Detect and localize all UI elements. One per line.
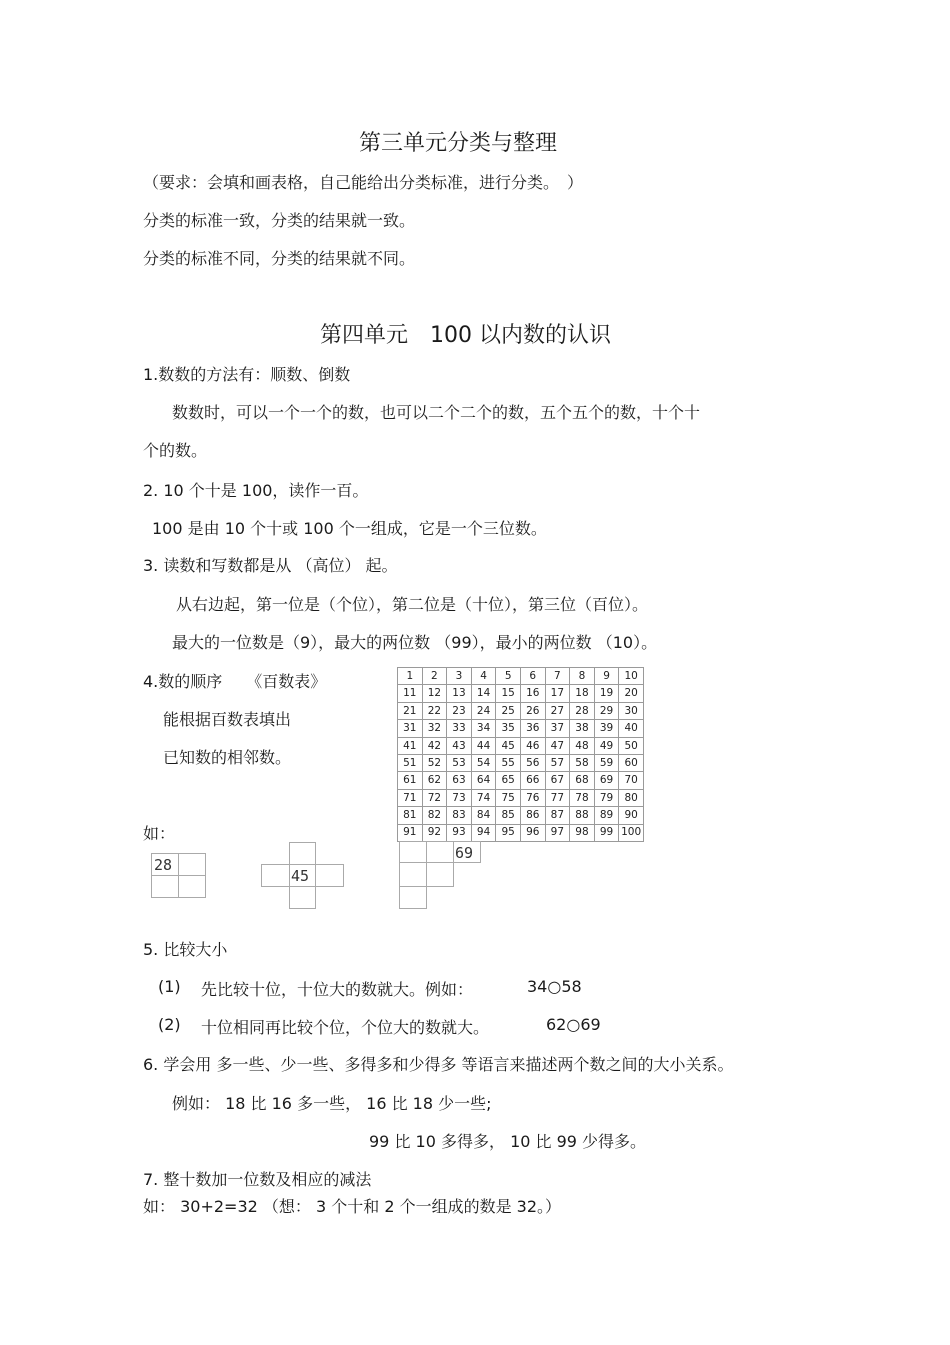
hundred-chart-cell: 25 [496,702,521,719]
hundred-chart-cell: 47 [545,737,570,754]
hundred-chart-cell: 76 [520,789,545,806]
hundred-chart-cell: 67 [545,772,570,789]
hundred-chart-cell: 100 [619,824,644,841]
unit4-title: 第四单元 100 以内数的认识 [320,323,611,348]
hundred-chart-cell: 27 [545,702,570,719]
s5-item2-number: (2) [158,1015,181,1034]
fig3-cell [399,841,427,863]
hundred-chart-cell: 61 [398,772,423,789]
fig1-cell [178,875,206,898]
hundred-chart-cell: 70 [619,772,644,789]
hundred-chart-cell: 89 [594,807,619,824]
hundred-chart-cell: 10 [619,668,644,685]
hundred-chart-cell: 78 [570,789,595,806]
hundred-chart-cell: 49 [594,737,619,754]
hundred-chart-cell: 23 [447,702,472,719]
hundred-chart-cell: 19 [594,685,619,702]
hundred-chart-cell: 44 [471,737,496,754]
s1-heading: 1.数数的方法有：顺数、倒数 [143,365,351,384]
s3-body1: 从右边起，第一位是（个位），第二位是（十位），第三位（百位）。 [176,595,649,614]
hundred-chart-cell: 81 [398,807,423,824]
hundred-chart-cell: 5 [496,668,521,685]
hundred-chart-cell: 42 [422,737,447,754]
hundred-chart-cell: 16 [520,685,545,702]
s5-heading: 5. 比较大小 [143,940,228,959]
hundred-chart-cell: 75 [496,789,521,806]
hundred-chart-row [398,807,644,824]
hundred-chart-cell: 71 [398,789,423,806]
unit3-requirement: （要求：会填和画表格，自己能给出分类标准，进行分类。 ） [143,173,584,192]
hundred-chart-row [398,720,644,737]
hundred-chart-cell: 96 [520,824,545,841]
hundred-chart-cell: 2 [422,668,447,685]
fig2-number: 45 [291,867,310,885]
hundred-chart-cell: 94 [471,824,496,841]
fig3-cell [426,862,454,887]
hundred-chart-cell: 50 [619,737,644,754]
s6-example2: 99 比 10 多得多， 10 比 99 少得多。 [369,1132,647,1151]
s5-item2-example: 62○69 [546,1015,601,1034]
hundred-chart-cell: 17 [545,685,570,702]
hundred-chart-row [398,824,644,841]
hundred-chart-cell: 33 [447,720,472,737]
hundred-chart-cell: 79 [594,789,619,806]
hundred-chart-row [398,702,644,719]
hundred-chart-cell: 43 [447,737,472,754]
hundred-chart-cell: 90 [619,807,644,824]
s4-example-label: 如： [143,824,176,843]
s7-heading: 7. 整十数加一位数及相应的减法 [143,1170,372,1189]
hundred-chart-row [398,772,644,789]
hundred-chart-cell: 31 [398,720,423,737]
hundred-chart-cell: 14 [471,685,496,702]
hundred-chart-cell: 1 [398,668,423,685]
fig3-cell [399,886,427,909]
hundred-chart-cell: 54 [471,754,496,771]
hundred-chart-cell: 11 [398,685,423,702]
hundred-chart-cell: 15 [496,685,521,702]
hundred-chart-cell: 91 [398,824,423,841]
s4-body2: 已知数的相邻数。 [163,748,292,767]
hundred-chart-cell: 6 [520,668,545,685]
hundred-chart-row [398,668,644,685]
s3-body2: 最大的一位数是（9），最大的两位数 （99），最小的两位数 （10）。 [172,633,658,652]
hundred-chart-cell: 8 [570,668,595,685]
s7-example: 如： 30+2=32 （想： 3 个十和 2 个一组成的数是 32。） [143,1197,562,1216]
hundred-chart-row [398,685,644,702]
hundred-chart-cell: 46 [520,737,545,754]
hundred-chart-cell: 28 [570,702,595,719]
hundred-chart-cell: 26 [520,702,545,719]
hundred-chart-cell: 37 [545,720,570,737]
hundred-chart-cell: 66 [520,772,545,789]
hundred-chart-cell: 87 [545,807,570,824]
hundred-chart-cell: 35 [496,720,521,737]
hundred-chart-cell: 98 [570,824,595,841]
hundred-chart-cell: 53 [447,754,472,771]
hundred-chart-cell: 34 [471,720,496,737]
hundred-chart-cell: 55 [496,754,521,771]
s5-item1-number: (1) [158,977,181,996]
hundred-chart-cell: 85 [496,807,521,824]
hundred-chart-cell: 63 [447,772,472,789]
hundred-chart-cell: 62 [422,772,447,789]
hundred-chart-row [398,754,644,771]
s1-body-a: 数数时，可以一个一个的数，也可以二个二个的数，五个五个的数，十个十 [172,403,701,422]
fig1-cell [151,875,179,898]
hundred-chart-cell: 97 [545,824,570,841]
hundred-chart-cell: 60 [619,754,644,771]
unit3-line2: 分类的标准不同，分类的结果就不同。 [143,249,416,268]
hundred-chart-cell: 93 [447,824,472,841]
hundred-chart-cell: 21 [398,702,423,719]
hundred-chart-cell: 58 [570,754,595,771]
fig2-cell-right [315,864,344,887]
hundred-chart-cell: 92 [422,824,447,841]
unit3-line1: 分类的标准一致，分类的结果就一致。 [143,211,416,230]
hundred-chart-cell: 99 [594,824,619,841]
hundred-chart-cell: 65 [496,772,521,789]
hundred-chart-cell: 24 [471,702,496,719]
hundred-chart-cell: 95 [496,824,521,841]
hundred-chart-cell: 68 [570,772,595,789]
hundred-chart-cell: 29 [594,702,619,719]
hundred-chart-cell: 9 [594,668,619,685]
hundred-chart-cell: 56 [520,754,545,771]
hundred-chart-cell: 7 [545,668,570,685]
s3-heading: 3. 读数和写数都是从 （高位） 起。 [143,556,398,575]
hundred-chart-cell: 32 [422,720,447,737]
hundred-chart-cell: 45 [496,737,521,754]
fig2-cell-bottom [289,886,316,909]
hundred-chart-cell: 59 [594,754,619,771]
fig1-cell [178,853,206,876]
s1-body-b: 个的数。 [143,441,208,460]
hundred-chart-cell: 88 [570,807,595,824]
hundred-chart-cell: 4 [471,668,496,685]
hundred-chart-row [398,789,644,806]
hundred-chart-cell: 73 [447,789,472,806]
hundred-chart-cell: 30 [619,702,644,719]
hundred-chart-cell: 84 [471,807,496,824]
hundred-chart-cell: 64 [471,772,496,789]
fig3-number: 69 [455,844,474,862]
hundred-chart-cell: 57 [545,754,570,771]
hundred-chart-cell: 52 [422,754,447,771]
hundred-chart-cell: 22 [422,702,447,719]
s4-heading: 4.数的顺序 《百数表》 [143,672,327,691]
hundred-chart-cell: 86 [520,807,545,824]
s4-body1: 能根据百数表填出 [163,710,292,729]
hundred-chart-cell: 77 [545,789,570,806]
fig2-cell-top [289,842,316,865]
hundred-chart [397,667,644,842]
hundred-chart-cell: 36 [520,720,545,737]
hundred-chart-cell: 72 [422,789,447,806]
hundred-chart-cell: 18 [570,685,595,702]
hundred-chart-cell: 83 [447,807,472,824]
hundred-chart-cell: 3 [447,668,472,685]
hundred-chart-cell: 39 [594,720,619,737]
hundred-chart-cell: 12 [422,685,447,702]
s5-item2-text: 十位相同再比较个位，个位大的数就大。 [201,1018,490,1037]
fig2-cell-left [261,864,290,887]
fig3-cell [426,841,454,863]
hundred-chart-cell: 13 [447,685,472,702]
s6-example1: 例如： 18 比 16 多一些， 16 比 18 少一些; [172,1094,492,1113]
fig1-number: 28 [154,856,173,874]
hundred-chart-row [398,737,644,754]
hundred-chart-cell: 69 [594,772,619,789]
hundred-chart-cell: 51 [398,754,423,771]
hundred-chart-cell: 38 [570,720,595,737]
s2-body: 100 是由 10 个十或 100 个一组成，它是一个三位数。 [152,519,547,538]
hundred-chart-cell: 80 [619,789,644,806]
s5-item1-example: 34○58 [527,977,582,996]
fig3-cell [399,862,427,887]
hundred-chart-cell: 40 [619,720,644,737]
hundred-chart-cell: 74 [471,789,496,806]
s2-heading: 2. 10 个十是 100，读作一百。 [143,481,369,500]
hundred-chart-cell: 41 [398,737,423,754]
hundred-chart-cell: 20 [619,685,644,702]
s5-item1-text: 先比较十位，十位大的数就大。例如： [201,980,474,999]
hundred-chart-cell: 82 [422,807,447,824]
unit3-title: 第三单元分类与整理 [359,131,558,156]
hundred-chart-cell: 48 [570,737,595,754]
s6-heading: 6. 学会用 多一些、少一些、多得多和少得多 等语言来描述两个数之间的大小关系。 [143,1055,734,1074]
